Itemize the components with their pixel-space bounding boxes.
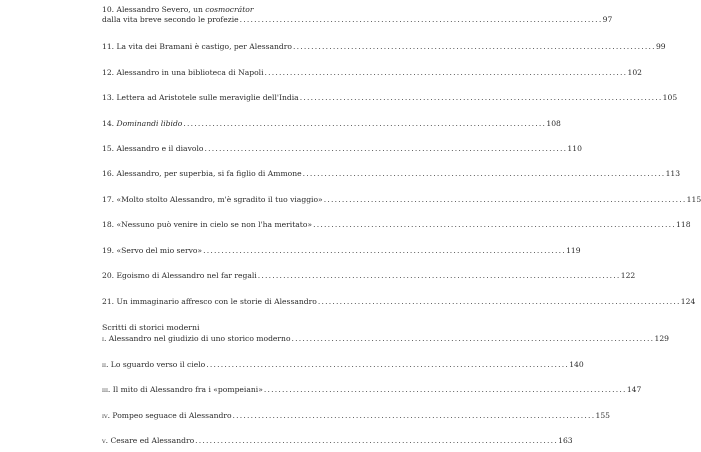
toc-entry-title: 16. Alessandro, per superbia, si fa figlio di Ammone	[102, 169, 302, 178]
toc-entry-first-line-text: 10. Alessandro Severo, un	[102, 5, 206, 14]
toc-entry-20	[102, 271, 636, 281]
toc-entry-title-text: Il mito di Alessandro fra i «pompeiani»	[110, 385, 263, 394]
toc-entry-title: 13. Lettera ad Aristotele sulle meraviglie dell'India	[102, 93, 299, 102]
leader-dots	[317, 297, 680, 307]
leader-dots	[292, 42, 655, 52]
roman-numeral: i.	[102, 334, 107, 343]
toc-page-number: 163	[558, 436, 573, 445]
toc-entry-title-text: Pompeo seguace di Alessandro	[110, 411, 232, 420]
toc-page-number: 118	[676, 220, 691, 229]
leader-dots	[205, 360, 568, 370]
leader-dots	[323, 195, 686, 205]
toc-section-item-4	[102, 411, 611, 421]
toc-entry-prefix: 14.	[102, 119, 117, 128]
toc-entry-14	[102, 119, 561, 129]
toc-page-number: 113	[665, 169, 681, 178]
toc-entry-title: 12. Alessandro in una biblioteca di Napoli	[102, 68, 264, 77]
toc-page-number: 99	[655, 42, 666, 51]
leader-dots	[312, 220, 675, 230]
toc-entry-title-italic: Dominandi libido	[116, 119, 183, 128]
leader-dots	[299, 93, 662, 103]
toc-page-number: 129	[654, 334, 669, 343]
roman-numeral: v.	[102, 436, 109, 445]
toc-entry-title: 18. «Nessuno può venire in cielo se non l'ha meritato»	[102, 220, 313, 229]
toc-entry-21	[102, 297, 696, 307]
toc-entry-title: 21. Un immaginario affresco con le storie di Alessandro	[102, 297, 317, 306]
toc-entry-title: 20. Egoismo di Alessandro nel far regali	[102, 271, 257, 280]
toc-section-item-5	[102, 436, 573, 446]
toc-page-number: 115	[686, 195, 701, 204]
toc-page-number: 119	[566, 246, 581, 255]
toc-page-number: 124	[680, 297, 696, 306]
leader-dots	[232, 411, 595, 421]
toc-entry-title	[102, 436, 194, 446]
toc-entry-title-text: Cesare ed Alessandro	[108, 436, 195, 445]
leader-dots	[182, 119, 545, 129]
roman-numeral: iii.	[102, 385, 111, 394]
toc-entry-title: 15. Alessandro e il diavolo	[102, 144, 204, 153]
toc-entry-18	[102, 220, 691, 230]
toc-entry-16	[102, 169, 681, 179]
toc-entry-first-line-italic: cosmocrátor	[205, 5, 254, 14]
table-of-contents	[102, 0, 701, 452]
toc-page-number: 122	[620, 271, 636, 280]
toc-entry-first-line	[102, 5, 354, 15]
toc-section-item-2	[102, 360, 584, 370]
leader-dots	[302, 169, 665, 179]
toc-entry-title-text: Alessandro nel giudizio di uno storico moderno	[106, 334, 291, 343]
toc-entry-13	[102, 93, 678, 103]
toc-entry-title: 11. La vita dei Bramani è castigo, per Alessandro	[102, 42, 292, 51]
leader-dots	[257, 271, 620, 281]
toc-entry-19	[102, 246, 581, 256]
toc-section-item-1	[102, 334, 669, 344]
toc-entry-15	[102, 144, 582, 154]
leader-dots	[203, 144, 566, 154]
leader-dots	[239, 15, 602, 25]
toc-entry-title: 17. «Molto stolto Alessandro, m'è sgradito il tuo viaggio»	[102, 195, 323, 204]
toc-page-number: 110	[567, 144, 582, 153]
toc-page-number: 97	[602, 15, 613, 24]
leader-dots	[263, 385, 626, 395]
toc-page-number: 140	[569, 360, 584, 369]
toc-entry-11	[102, 42, 666, 52]
leader-dots	[194, 436, 557, 446]
toc-page-number: 155	[595, 411, 611, 420]
toc-entry-title: 19. «Servo del mio servo»	[102, 246, 203, 255]
toc-entry-title	[102, 119, 182, 129]
leader-dots	[264, 68, 627, 78]
toc-page-number: 105	[662, 93, 678, 102]
roman-numeral: iv.	[102, 411, 110, 420]
toc-page-number: 147	[626, 385, 642, 394]
toc-section-item-3	[102, 385, 642, 395]
toc-page-number: 108	[546, 119, 561, 128]
toc-entry-title-text: Lo sguardo verso il cielo	[108, 360, 206, 369]
toc-entry-17	[102, 195, 701, 205]
leader-dots	[291, 334, 654, 344]
toc-entry-title	[102, 411, 232, 421]
toc-entry-title: dalla vita breve secondo le profezie	[102, 15, 239, 24]
toc-entry-title	[102, 360, 205, 370]
toc-entry-title	[102, 334, 291, 344]
toc-entry-title	[102, 385, 263, 395]
leader-dots	[202, 246, 565, 256]
toc-page-number: 102	[627, 68, 642, 77]
roman-numeral: ii.	[102, 360, 109, 369]
section-heading: Scritti di storici moderni	[102, 323, 200, 332]
toc-entry-10	[102, 5, 613, 25]
toc-entry-12	[102, 68, 642, 78]
